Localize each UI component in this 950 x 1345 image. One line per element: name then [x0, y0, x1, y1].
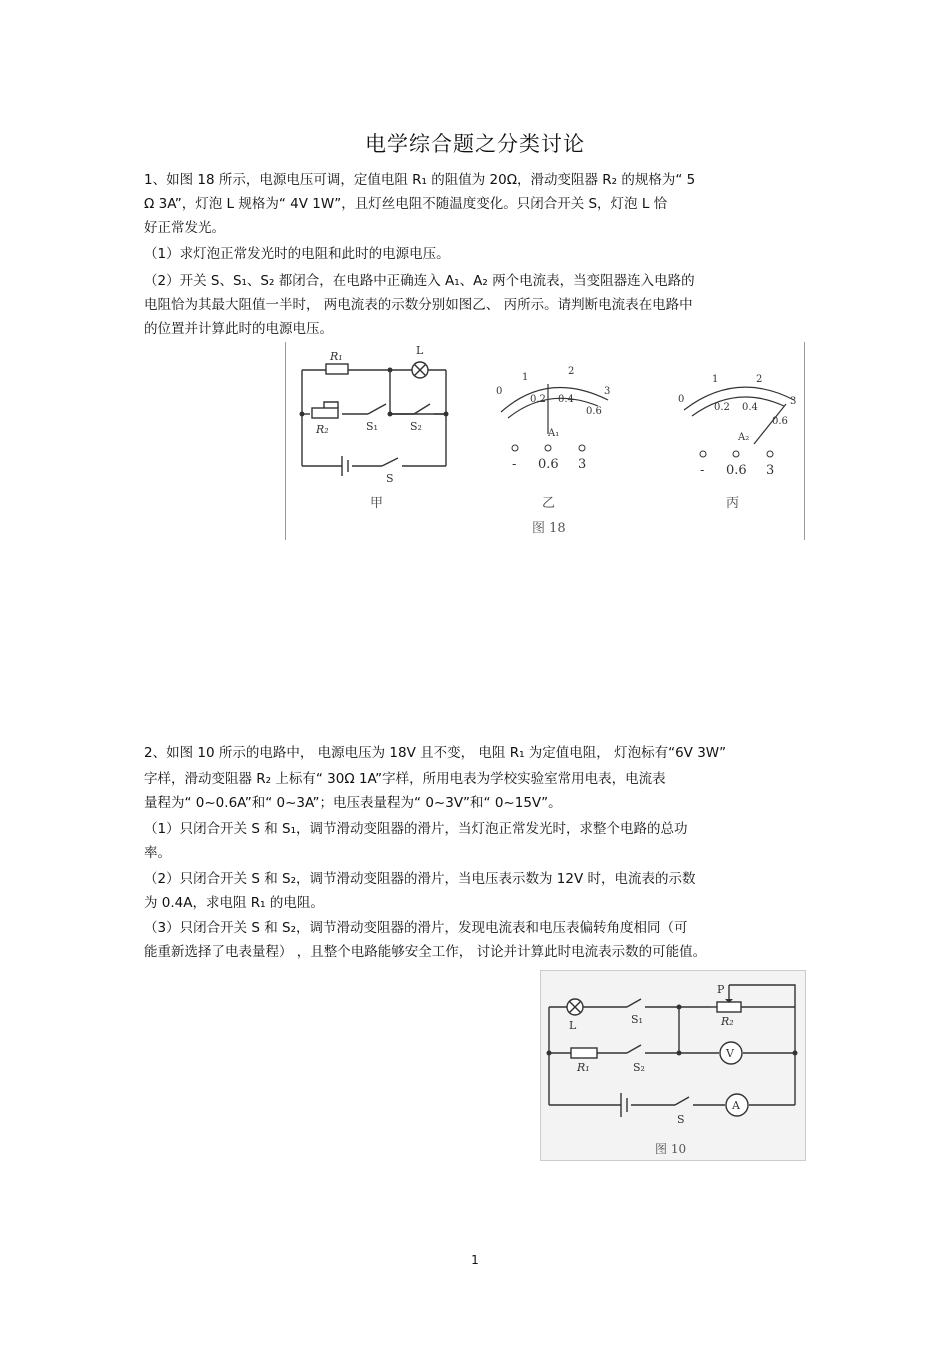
fig18-label-s2: S₂ [410, 420, 422, 433]
fig18-yi-t2: 2 [568, 366, 575, 377]
q2-line-8: （3）只闭合开关 S 和 S₂，调节滑动变阻器的滑片，发现电流表和电压表偏转角度相同（可 [144, 920, 688, 936]
page-number: 1 [471, 1253, 479, 1267]
q1-line-5: （2）开关 S、S₁、S₂ 都闭合，在电路中正确连入 A₁、A₂ 两个电流表，当变阻器连入电路的 [144, 273, 695, 289]
fig18-bing-t2: 2 [756, 374, 763, 385]
fig18-label-yi: 乙 [542, 496, 556, 511]
q2-line-1: 2、如图 10 所示的电路中， 电源电压为 18V 且不变， 电阻 R₁ 为定值电阻， 灯泡标有“6V 3W” [144, 745, 727, 761]
fig18-yi-term-minus: - [512, 457, 517, 472]
fig18-label-bing: 丙 [726, 496, 740, 511]
fig18-yi-a1: A₁ [548, 428, 560, 439]
fig18-bing-term-3: 3 [766, 463, 775, 478]
q2-line-7: 为 0.4A，求电阻 R₁ 的电阻。 [144, 895, 324, 911]
fig10-label-p: P [717, 983, 725, 996]
fig18-label-r2: R₂ [316, 423, 329, 436]
fig18-label-s1: S₁ [366, 420, 378, 433]
fig18-bing-a2: A₂ [738, 432, 750, 443]
fig18-bing-s06: 0.6 [772, 416, 788, 427]
q2-line-4: （1）只闭合开关 S 和 S₁，调节滑动变阻器的滑片，当灯泡正常发光时，求整个电路的总功 [144, 821, 688, 837]
fig18-yi-t3: 3 [604, 386, 611, 397]
fig18-bing-term-minus: - [700, 463, 705, 478]
fig18-bing-s02: 0.2 [714, 402, 730, 413]
q2-line-2: 字样，滑动变阻器 R₂ 上标有“ 30Ω 1A”字样，所用电表为学校实验室常用电表，电流表 [144, 771, 666, 787]
figure-10-svg [541, 971, 805, 1160]
fig18-caption: 图 18 [532, 521, 566, 536]
fig18-bing-t1: 1 [712, 374, 719, 385]
fig18-label-r1: R₁ [330, 350, 343, 363]
fig10-label-l: L [569, 1019, 577, 1032]
fig18-yi-s04: 0.4 [558, 394, 574, 405]
fig10-label-r2: R₂ [721, 1015, 734, 1028]
fig18-bing-t0: 0 [678, 394, 685, 405]
fig18-bing-t3: 3 [790, 396, 797, 407]
q1-line-3: 好正常发光。 [144, 220, 225, 236]
q1-line-7: 的位置并计算此时的电源电压。 [144, 321, 333, 337]
q2-line-9: 能重新选择了电表量程） ，且整个电路能够安全工作， 讨论并计算此时电流表示数的可能值。 [144, 944, 707, 960]
q1-line-2: Ω 3A”，灯泡 L 规格为“ 4V 1W”，且灯丝电阻不随温度变化。只闭合开关 S，灯泡 L 恰 [144, 196, 668, 212]
fig18-bing-s04: 0.4 [742, 402, 758, 413]
fig10-label-s2: S₂ [633, 1061, 645, 1074]
fig18-label-l: L [416, 344, 424, 357]
fig18-yi-term-06: 0.6 [538, 457, 559, 472]
q1-line-1: 1、如图 18 所示，电源电压可调，定值电阻 R₁ 的阻值为 20Ω，滑动变阻器 R₂ 的规格为“ 5 [144, 172, 696, 188]
q1-line-4: （1）求灯泡正常发光时的电阻和此时的电源电压。 [144, 246, 450, 262]
q2-line-5: 率。 [144, 845, 171, 861]
figure-18 [285, 342, 805, 540]
figure-10 [540, 970, 806, 1161]
q2-line-3: 量程为“ 0~0.6A”和“ 0~3A”；电压表量程为“ 0~3V”和“ 0~15V”。 [144, 795, 562, 811]
fig18-yi-t1: 1 [522, 372, 529, 383]
fig10-label-r1: R₁ [577, 1061, 590, 1074]
q1-line-6: 电阻恰为其最大阻值一半时， 两电流表的示数分别如图乙、 丙所示。请判断电流表在电路中 [144, 297, 693, 313]
fig10-label-s1: S₁ [631, 1013, 643, 1026]
figure-18-svg [286, 342, 804, 540]
fig10-meter-a: A [732, 1099, 740, 1112]
fig18-label-s: S [386, 472, 394, 485]
fig18-yi-s02: 0.2 [530, 394, 546, 405]
fig10-caption: 图 10 [655, 1142, 687, 1156]
q2-line-6: （2）只闭合开关 S 和 S₂，调节滑动变阻器的滑片，当电压表示数为 12V 时，电流表的示数 [144, 871, 696, 887]
fig18-bing-term-06: 0.6 [726, 463, 747, 478]
fig18-yi-s06: 0.6 [586, 406, 602, 417]
fig18-yi-t0: 0 [496, 386, 503, 397]
page-title: 电学综合题之分类讨论 [365, 132, 585, 156]
fig18-yi-term-3: 3 [578, 457, 587, 472]
fig10-meter-v: V [726, 1047, 734, 1060]
fig18-label-jia: 甲 [370, 496, 384, 511]
fig10-label-s: S [677, 1113, 685, 1126]
